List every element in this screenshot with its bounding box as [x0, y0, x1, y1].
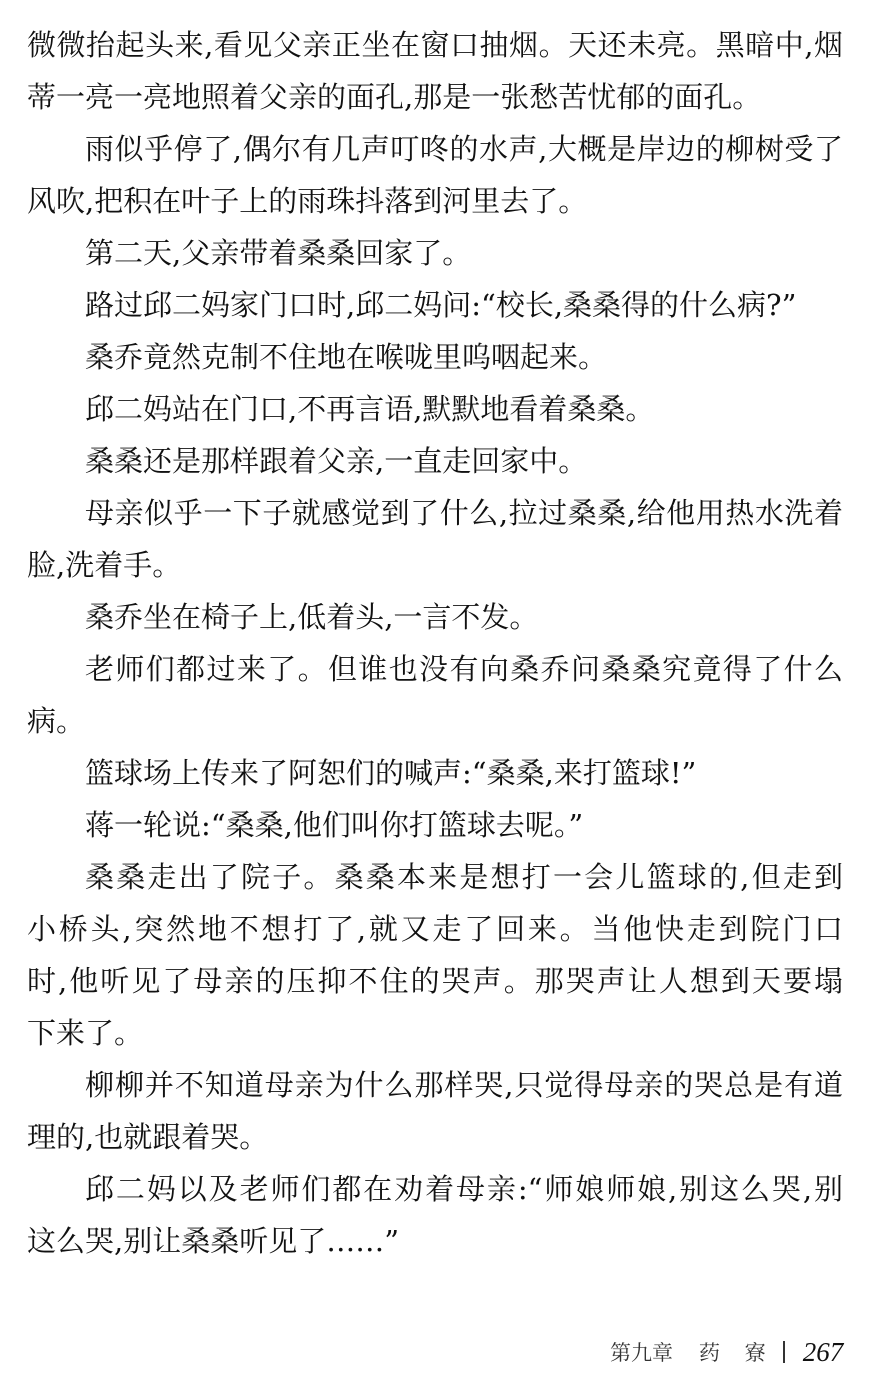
paragraph — [27, 487, 843, 591]
text-line: 老师们都过来了。但谁也没有向桑乔问桑桑究竟得了什么 — [85, 652, 843, 686]
text-line: 病。 — [27, 704, 86, 738]
paragraph — [27, 747, 843, 799]
text-line: 邱二妈站在门口,不再言语,默默地看着桑桑。 — [85, 392, 655, 426]
paragraph — [27, 643, 843, 747]
footer-divider — [783, 1341, 785, 1363]
text-line: 脸,洗着手。 — [27, 548, 182, 582]
text-line: 桑乔竟然克制不住地在喉咙里呜咽起来。 — [85, 340, 608, 374]
paragraph — [27, 279, 843, 331]
text-line: 理的,也就跟着哭。 — [27, 1120, 269, 1154]
text-line: 桑乔坐在椅子上,低着头,一言不发。 — [85, 600, 539, 634]
text-line: 第二天,父亲带着桑桑回家了。 — [85, 236, 472, 270]
text-line: 桑桑走出了院子。桑桑本来是想打一会儿篮球的,但走到 — [85, 860, 843, 894]
text-line: 小桥头,突然地不想打了,就又走了回来。当他快走到院门口 — [27, 912, 843, 946]
paragraph — [27, 591, 843, 643]
paragraph — [27, 331, 843, 383]
paragraph — [27, 851, 843, 1059]
text-line: 母亲似乎一下子就感觉到了什么,拉过桑桑,给他用热水洗着 — [85, 496, 843, 530]
chapter-title: 药 寮 — [699, 1341, 775, 1365]
chapter-label: 第九章 — [610, 1341, 673, 1365]
text-line: 邱二妈以及老师们都在劝着母亲:“师娘师娘,别这么哭,别 — [85, 1172, 843, 1206]
text-line: 下来了。 — [27, 1016, 144, 1050]
paragraph — [27, 19, 843, 123]
paragraph — [27, 1163, 843, 1267]
paragraph — [27, 799, 843, 851]
page-footer — [610, 1332, 850, 1372]
paragraph — [27, 383, 843, 435]
text-line: 桑桑还是那样跟着父亲,一直走回家中。 — [85, 444, 588, 478]
text-line: 路过邱二妈家门口时,邱二妈问:“校长,桑桑得的什么病?” — [85, 288, 797, 322]
paragraph — [27, 227, 843, 279]
text-line: 蒂一亮一亮地照着父亲的面孔,那是一张愁苦忧郁的面孔。 — [27, 80, 762, 114]
text-line: 这么哭,别让桑桑听见了……” — [27, 1224, 400, 1258]
text-line: 篮球场上传来了阿恕们的喊声:“桑桑,来打篮球!” — [85, 756, 697, 790]
page-number: 267 — [802, 1336, 844, 1367]
paragraph — [27, 435, 843, 487]
text-line: 雨似乎停了,偶尔有几声叮咚的水声,大概是岸边的柳树受了 — [85, 132, 843, 166]
text-line: 柳柳并不知道母亲为什么那样哭,只觉得母亲的哭总是有道 — [85, 1068, 843, 1102]
text-line: 蒋一轮说:“桑桑,他们叫你打篮球去呢。” — [85, 808, 584, 842]
paragraph — [27, 123, 843, 227]
text-line: 时,他听见了母亲的压抑不住的哭声。那哭声让人想到天要塌 — [27, 964, 843, 998]
body-text — [27, 19, 843, 1267]
paragraph — [27, 1059, 843, 1163]
text-line: 风吹,把积在叶子上的雨珠抖落到河里去了。 — [27, 184, 588, 218]
text-line: 微微抬起头来,看见父亲正坐在窗口抽烟。天还未亮。黑暗中,烟 — [27, 28, 843, 62]
